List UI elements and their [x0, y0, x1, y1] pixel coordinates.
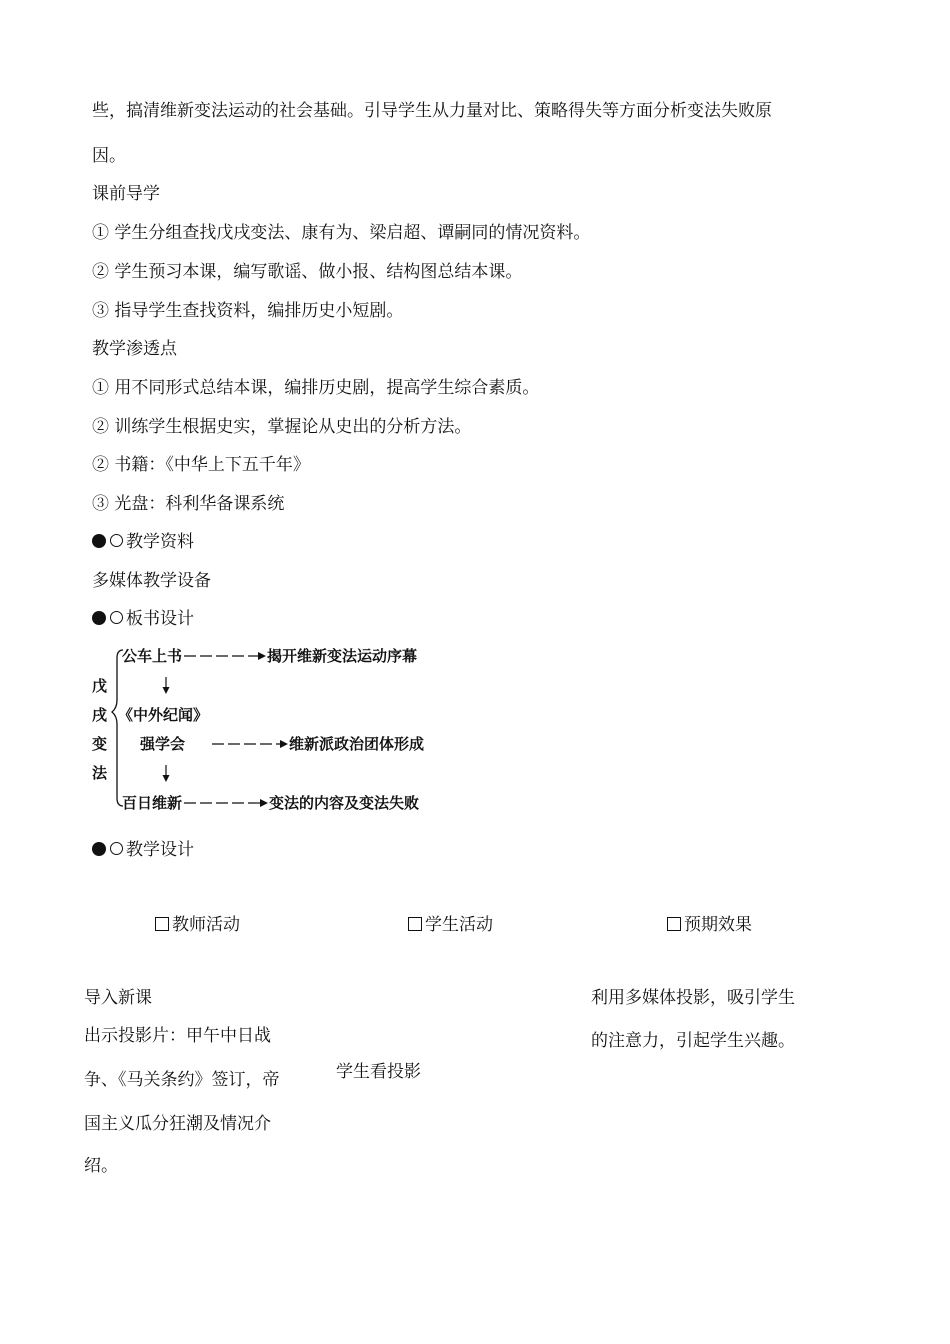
column-header-student [408, 917, 493, 934]
down-arrow-icon [163, 687, 170, 694]
bullet-icon [92, 842, 106, 856]
node-bairi: 百日维新 [122, 794, 183, 812]
bullet-icon [92, 611, 106, 625]
intro-line-2: 因。 [92, 146, 126, 166]
teacher-line: 国主义瓜分狂潮及情况介 [84, 1114, 271, 1134]
effect-line: 利用多媒体投影，吸引学生 [591, 988, 795, 1008]
materials-heading: 教学资料 [126, 532, 194, 552]
board-diagram [88, 640, 468, 820]
down-arrow-icon [163, 775, 170, 782]
infiltration-item: ② 书籍：《中华上下五千年》 [92, 455, 310, 475]
infiltration-item: ① 用不同形式总结本课，编排历史剧，提高学生综合素质。 [92, 378, 540, 398]
circle-icon [110, 842, 123, 855]
effect-line: 的注意力，引起学生兴趣。 [591, 1031, 795, 1051]
arrow-head-icon [280, 740, 288, 748]
preview-item: ② 学生预习本课，编写歌谣、做小报、结构图总结本课。 [92, 262, 523, 282]
side-label-char: 变 [92, 735, 108, 753]
bullet-icon [92, 534, 106, 548]
board-heading: 板书设计 [126, 609, 194, 629]
side-label-char: 戌 [92, 706, 108, 724]
circle-icon [110, 534, 123, 547]
checkbox-square-icon [408, 917, 422, 931]
design-heading-row [92, 842, 194, 859]
checkbox-square-icon [667, 917, 681, 931]
board-heading-row [92, 611, 194, 628]
node-zhongwai: 《中外纪闻》 [118, 706, 209, 724]
side-label-char: 法 [92, 764, 108, 782]
intro-line-1: 些，搞清维新变法运动的社会基础。引导学生从力量对比、策略得失等方面分析变法失败原 [92, 101, 772, 121]
materials-content: 多媒体教学设备 [92, 571, 211, 591]
result-3: 变法的内容及变法失败 [269, 794, 420, 812]
infiltration-heading: 教学渗透点 [92, 339, 177, 359]
column-label: 教师活动 [172, 915, 240, 935]
brace-line [112, 650, 123, 806]
infiltration-item: ③ 光盘：科利华备课系统 [92, 494, 285, 514]
circle-icon [110, 611, 123, 624]
student-activity: 学生看投影 [336, 1062, 421, 1082]
column-header-teacher [155, 917, 240, 934]
result-1: 揭开维新变法运动序幕 [267, 647, 418, 665]
result-2: 维新派政治团体形成 [289, 735, 425, 753]
teacher-line: 绍。 [84, 1156, 118, 1176]
infiltration-item: ② 训练学生根据史实，掌握论从史出的分析方法。 [92, 417, 472, 437]
checkbox-square-icon [155, 917, 169, 931]
column-header-effect [667, 917, 752, 934]
teacher-title: 导入新课 [84, 988, 152, 1008]
materials-heading-row [92, 534, 194, 551]
node-qiangxue: 强学会 [140, 735, 186, 753]
arrow-head-icon [260, 799, 268, 807]
node-gongche: 公车上书 [122, 647, 183, 665]
column-label: 预期效果 [684, 915, 752, 935]
side-label-char: 戊 [92, 677, 108, 695]
preview-item: ① 学生分组查找戊戌变法、康有为、梁启超、谭嗣同的情况资料。 [92, 223, 591, 243]
preview-item: ③ 指导学生查找资料，编排历史小短剧。 [92, 301, 404, 321]
column-label: 学生活动 [425, 915, 493, 935]
preview-heading: 课前导学 [92, 184, 160, 204]
teacher-line: 争、《马关条约》签订，帝 [84, 1070, 280, 1090]
teacher-line: 出示投影片：甲午中日战 [84, 1026, 271, 1046]
arrow-head-icon [258, 652, 266, 660]
design-heading: 教学设计 [126, 840, 194, 860]
